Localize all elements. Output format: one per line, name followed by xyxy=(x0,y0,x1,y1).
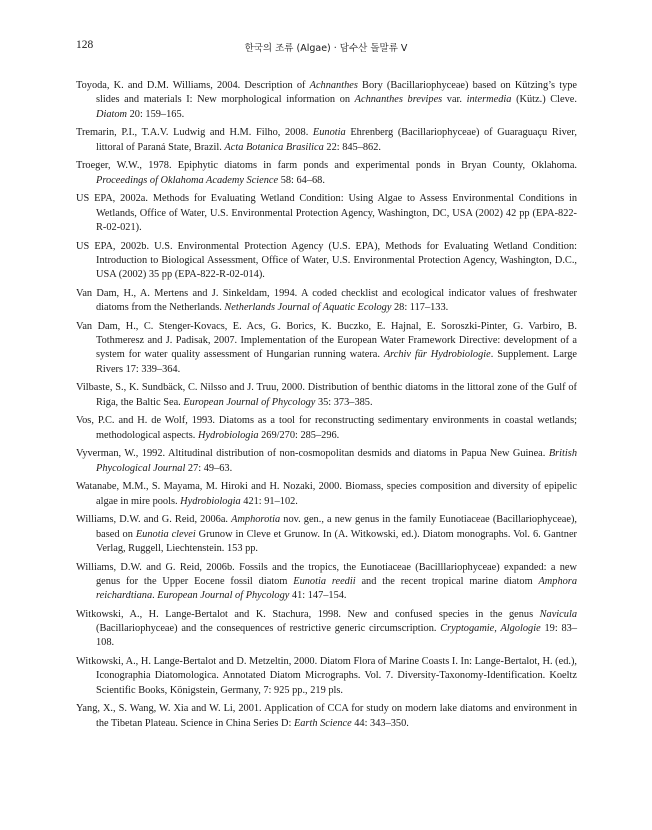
reference-entry: US EPA, 2002a. Methods for Evaluating Wetland Condition: Using Algae to Assess Environmental Conditions in Wetlands, Office of Water, U.S. Environmental Protection Agency, Washington, DC, USA (2002) 42 pp (EPA-822-R-02-021). xyxy=(76,193,577,233)
reference-entry: Witkowski, A., H. Lange-Bertalot and D. Metzeltin, 2000. Diatom Flora of Marine Coasts I. In: Lange-Bertalot, H. (ed.), Iconographia Diatomologica. Annotated Diatom Micrographs. Vol. 7. Diversity-Taxonomy-Identification. Koeltz Scientific Books, Königstein, Germany, 7: 925 pp., 219 pls. xyxy=(76,656,577,696)
reference-entry: Van Dam, H., C. Stenger-Kovacs, E. Acs, G. Borics, K. Buczko, E. Hajnal, E. Soroszki-Pinter, G. Varbiro, B. Tothmeresz and J. Padisak, 2007. Implementation of the European Water Framework Directive: development of a system for water quality assessment of Hungarian running watera. Archiv für Hydrobiologie. Supplement. Large Rivers 17: 339–364. xyxy=(76,320,577,375)
reference-entry: US EPA, 2002b. U.S. Environmental Protection Agency (U.S. EPA), Methods for Evaluating Wetland Condition: Introduction to Biological Assessment, Office of Water, U.S. Environmental Protection Agency, Washington, D.C., USA (2002) 35 pp (EPA-822-R-02-014). xyxy=(76,240,577,281)
reference-entry: Toyoda, K. and D.M. Williams, 2004. Description of Achnanthes Bory (Bacillariophyceae) based on Kützing’s type slides and materials I: New morphological information on Achnanthes brevipes var. intermedia (Kütz.) Cleve. Diatom 20: 159–165. xyxy=(76,80,578,120)
reference-entry: Yang, X., S. Wang, W. Xia and W. Li, 2001. Application of CCA for study on modern lake diatoms and environment in the Tibetan Plateau. Science in China Series D: Earth Science 44: 343–350. xyxy=(76,703,577,729)
reference-entry: Witkowski, A., H. Lange-Bertalot and K. Stachura, 1998. New and confused species in the genus Navicula (Bacillariophyceae) and the consequences of restrictive generic circumscription. Cryptogamie, Algologie 19: 83–108. xyxy=(76,608,578,649)
reference-entry: Williams, D.W. and G. Reid, 2006a. Amphorotia nov. gen., a new genus in the family Eunotiaceae (Bacillariophyceae), based on Eunotia clevei Grunow in Cleve et Grunow. In (A. Witkowski, ed.). Diatom monographs. Vol. 6. Gantner Verlag, Ruggell, Liechtenstein. 153 pp. xyxy=(76,514,577,554)
page-number: 128 xyxy=(76,39,94,51)
page-header xyxy=(76,39,576,55)
reference-entry: Vyverman, W., 1992. Altitudinal distribution of non-cosmopolitan desmids and diatoms in Papua New Guinea. British Phycological Journal 27: 49–63. xyxy=(76,448,577,474)
reference-entry: Troeger, W.W., 1978. Epiphytic diatoms in farm ponds and experimental ponds in Bryan County, Oklahoma. Proceedings of Oklahoma Academy Science 58: 64–68. xyxy=(76,160,577,186)
reference-entry: Williams, D.W. and G. Reid, 2006b. Fossils and the tropics, the Eunotiaceae (Bacilllariophyceae) expanded: a new genus for the Upper Eocene fossil diatom Eunotia reedii and the recent tropical marine diatom Amphora reichardtiana. European Journal of Phycology 41: 147–154. xyxy=(76,561,577,602)
reference-list xyxy=(76,79,577,735)
reference-entry: Tremarin, P.I., T.A.V. Ludwig and H.M. Filho, 2008. Eunotia Ehrenberg (Bacillariophyceae) of Guaraguaçu River, littoral of Paraná State, Brazil. Acta Botanica Brasilica 22: 845–862. xyxy=(76,127,577,153)
reference-entry: Van Dam, H., A. Mertens and J. Sinkeldam, 1994. A coded checklist and ecological indicator values of freshwater diatoms from the Netherlands. Netherlands Journal of Aquatic Ecology 28: 117–133. xyxy=(76,287,577,314)
reference-entry: Watanabe, M.M., S. Mayama, M. Hiroki and H. Nozaki, 2000. Biomass, species composition and diversity of epipelic algae in mire pools. Hydrobiologia 421: 91–102. xyxy=(76,481,577,507)
running-title: 한국의 조류 (Algae) · 담수산 돌말류 V xyxy=(244,43,408,54)
reference-entry: Vos, P.C. and H. de Wolf, 1993. Diatoms as a tool for reconstructing sedimentary environments in coastal wetlands; methodological aspects. Hydrobiologia 269/270: 285–296. xyxy=(76,415,577,441)
reference-entry: Vilbaste, S., K. Sundbäck, C. Nilsso and J. Truu, 2000. Distribution of benthic diatoms in the littoral zone of the Gulf of Riga, the Baltic Sea. European Journal of Phycology 35: 373–385. xyxy=(76,382,577,408)
